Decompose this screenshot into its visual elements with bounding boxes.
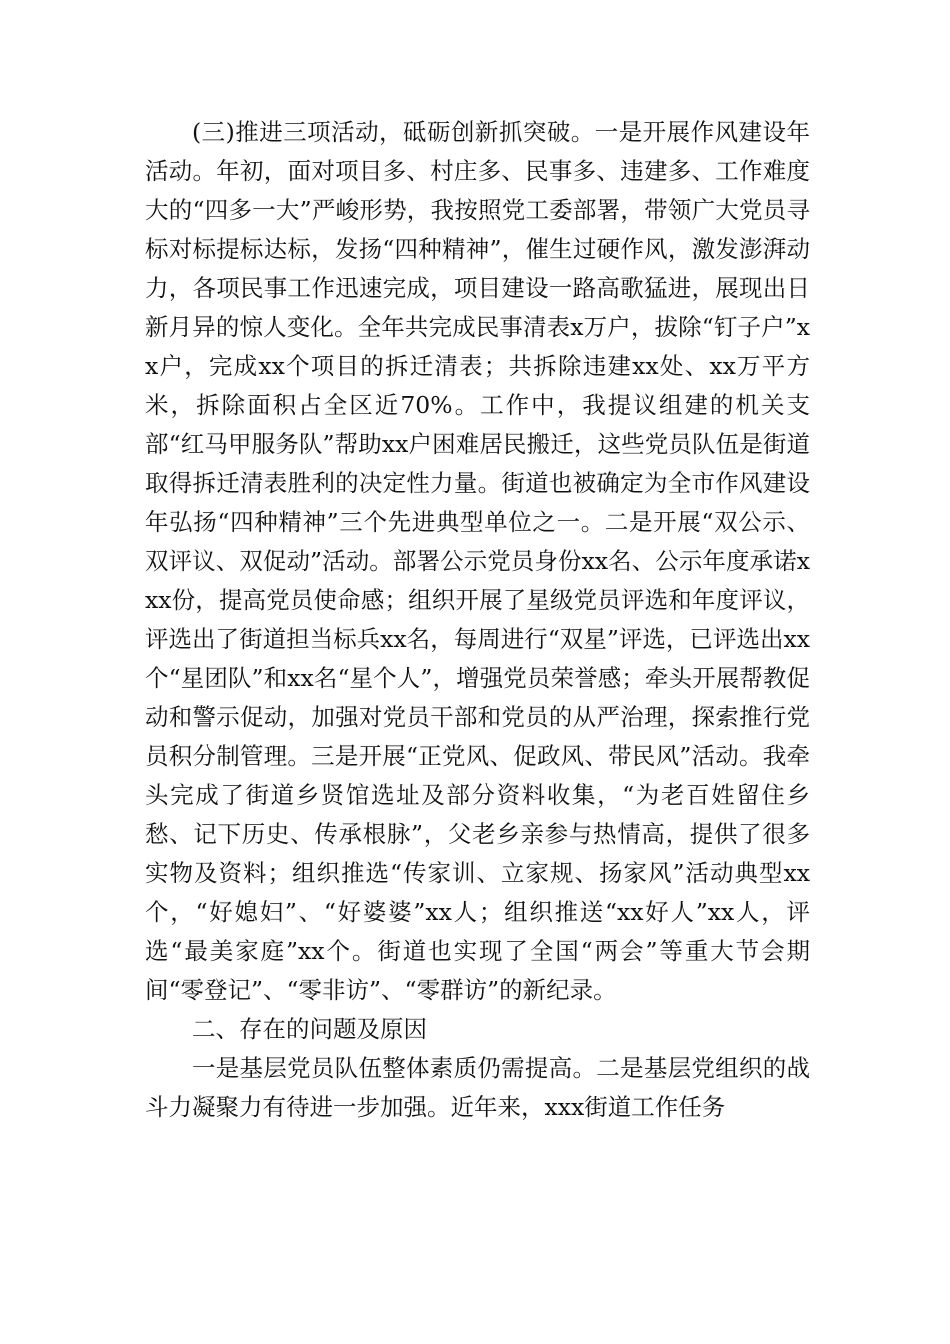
body-paragraph: (三)推进三项活动，砥砺创新抓突破。一是开展作风建设年活动。年初，面对项目多、村庄多、民事多、违建多、工作难度大的“四多一大”严峻形势，我按照党工委部署，带领广大党员寻标对标提标达标，发扬“四种精神”，催生过硬作风，激发澎湃动力，各项民事工作迅速完成，项目建设一路高歌猛进，展现出日新月异的惊人变化。全年共完成民事清表x万户，拔除“钉子户”xx户，完成xx个项目的拆迁清表；共拆除违建xx处、xx万平方米，拆除面积占全区近70%。工作中，我提议组建的机关支部“红马甲服务队”帮助xx户困难居民搬迁，这些党员队伍是街道取得拆迁清表胜利的决定性力量。街道也被确定为全市作风建设年弘扬“四种精神”三个先进典型单位之一。二是开展“双公示、双评议、双促动”活动。部署公示党员身份xx名、公示年度承诺xxx份，提高党员使命感；组织开展了星级党员评选和年度评议，评选出了街道担当标兵xx名，每周进行“双星”评选，已评选出xx个“星团队”和xx名“星个人”，增强党员荣誉感；牵头开展帮教促动和警示促动，加强对党员干部和党员的从严治理，探索推行党员积分制管理。三是开展“正党风、促政风、带民风”活动。我牵头完成了街道乡贤馆选址及部分资料收集，“为老百姓留住乡愁、记下历史、传承根脉”，父老乡亲参与热情高，提供了很多实物及资料；组织推选“传家训、立家规、扬家风”活动典型xx个，“好媳妇”、“好婆婆”xx人；组织推送“xx好人”xx人，评选“最美家庭”xx个。街道也实现了全国“两会”等重大节会期间“零登记”、“零非访”、“零群访”的新纪录。 (145, 118, 810, 1004)
document-page (145, 113, 810, 1127)
closing-paragraph: 一是基层党员队伍整体素质仍需提高。二是基层党组织的战斗力凝聚力有待进一步加强。近年来，xxx街道工作任务 (145, 1054, 810, 1121)
section-heading: 二、存在的问题及原因 (192, 1015, 427, 1043)
